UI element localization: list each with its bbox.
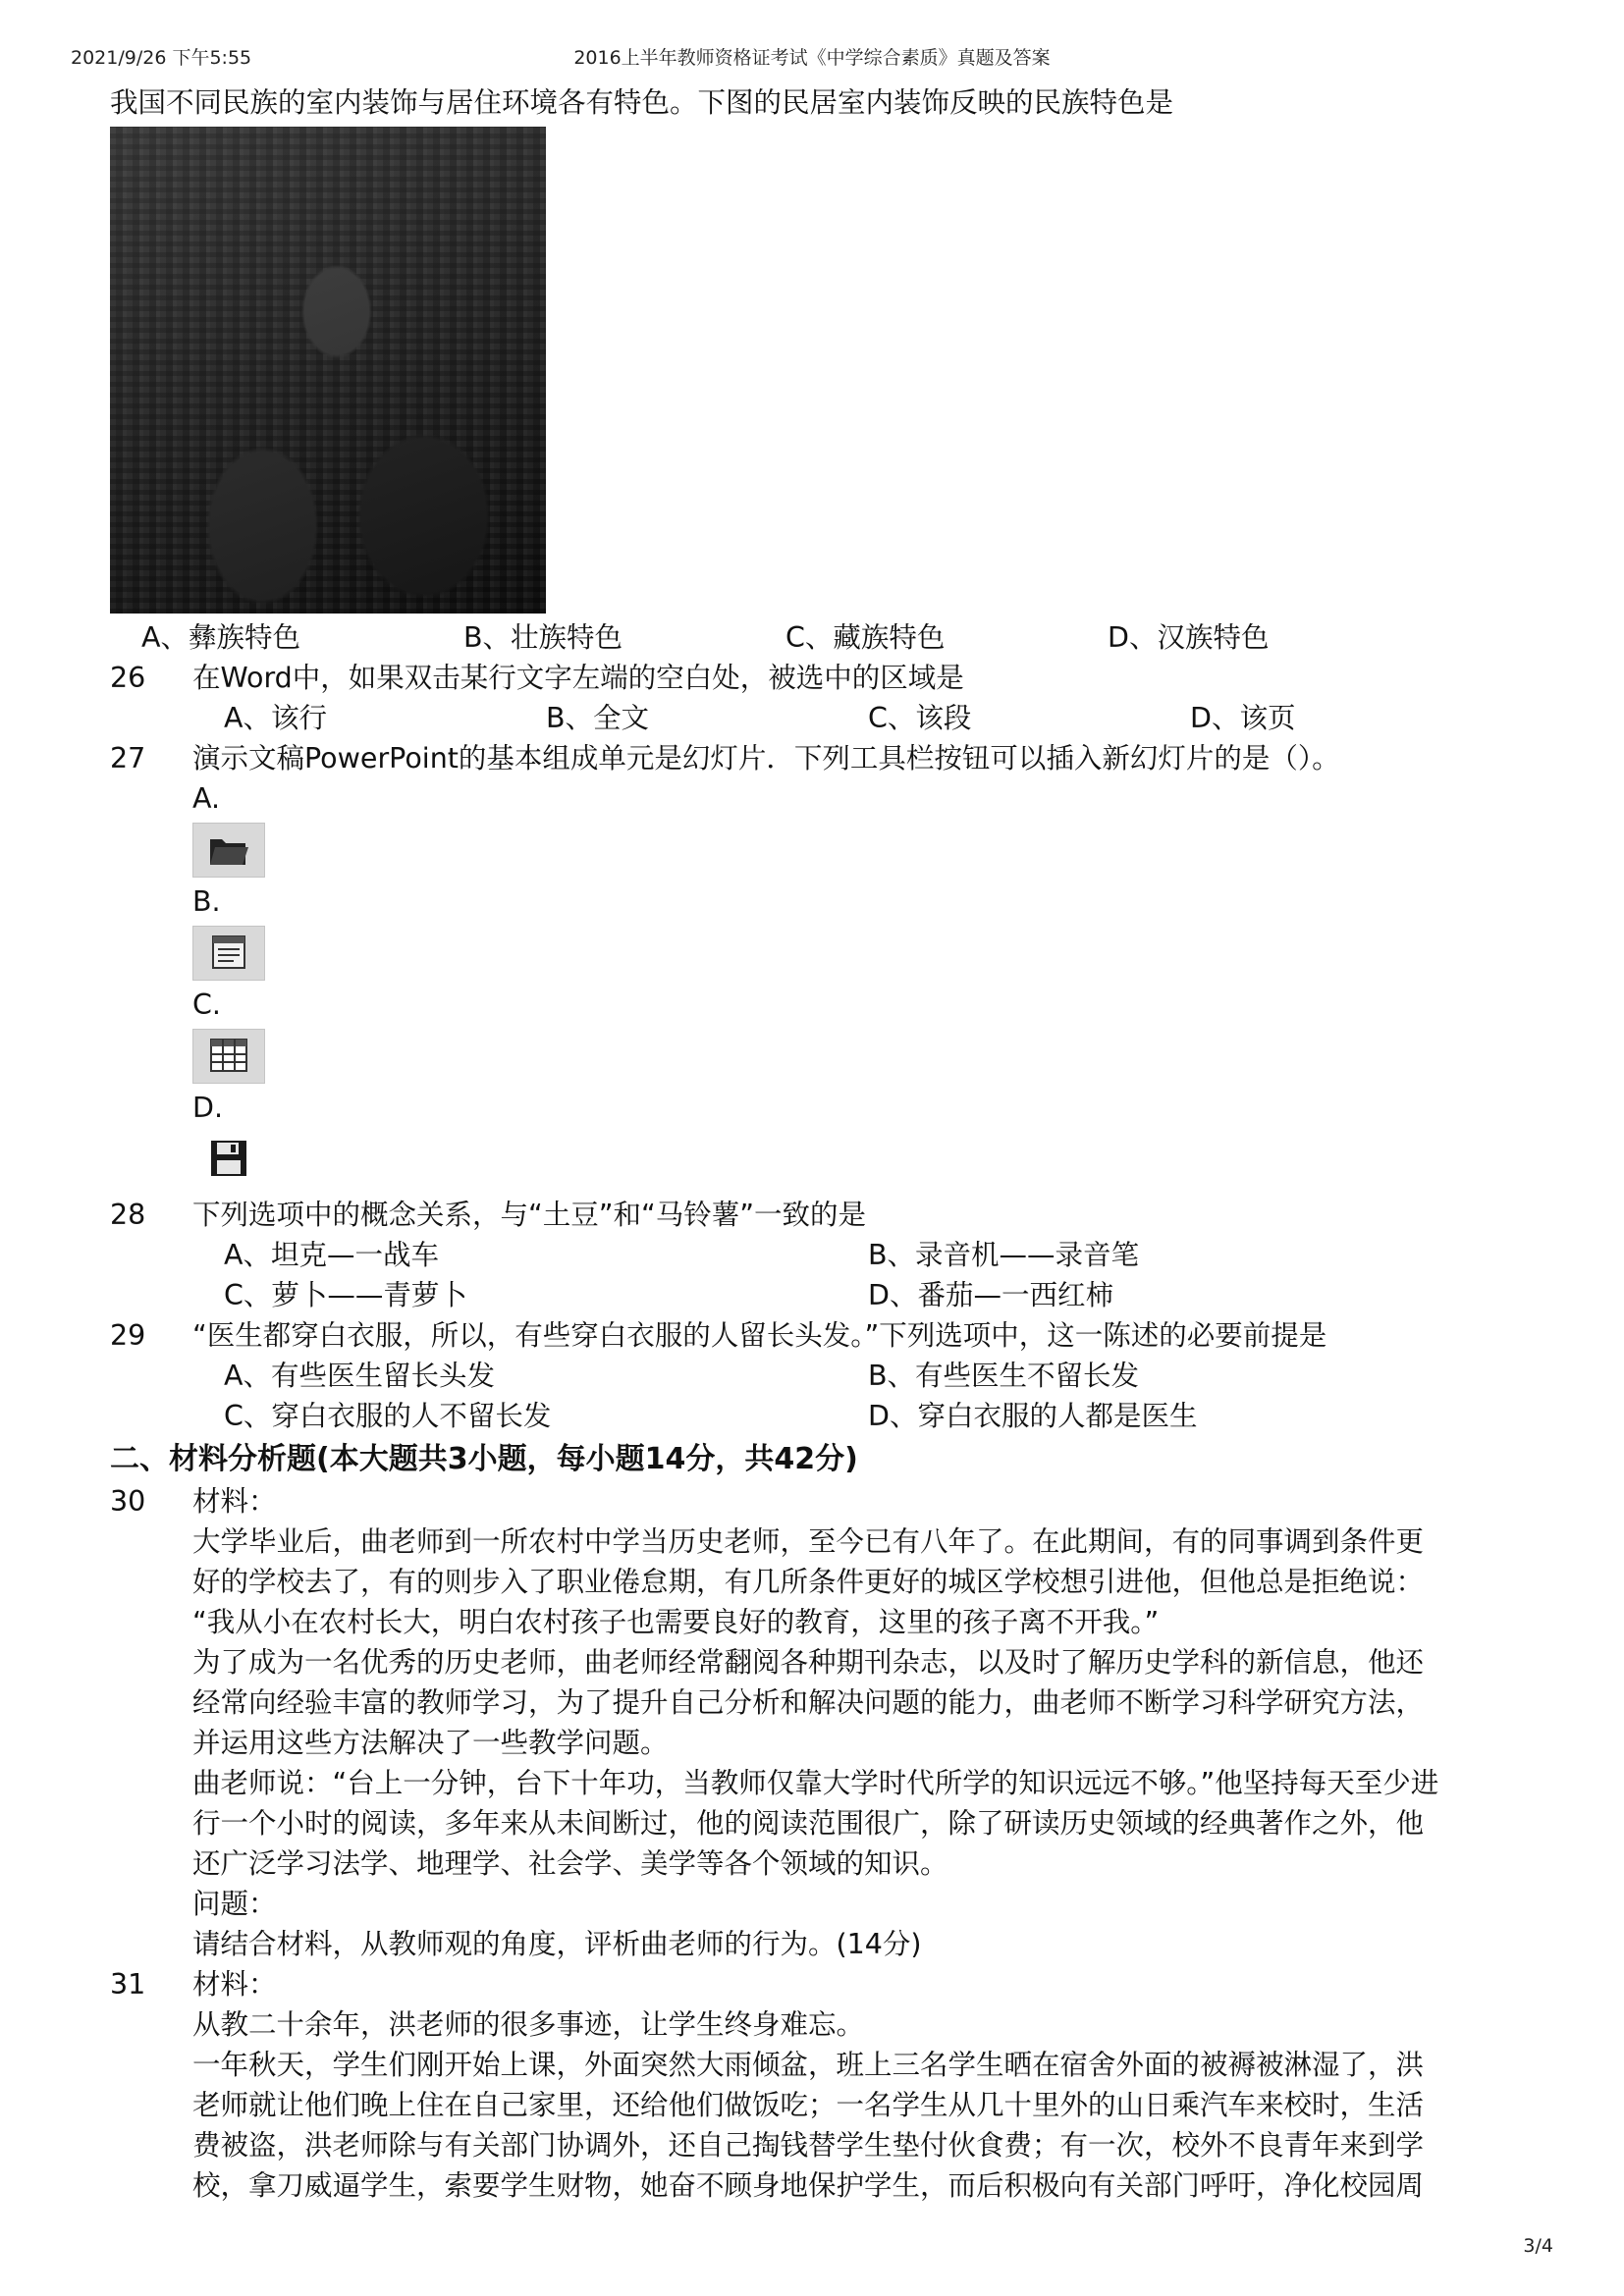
- q25-stem: 我国不同民族的室内装饰与居住环境各有特色。下图的民居室内装饰反映的民族特色是: [110, 86, 1174, 119]
- q27-option-d-label: D.: [192, 1092, 224, 1124]
- q26-option-b: B、全文: [546, 702, 650, 734]
- q30-material-line: 好的学校去了，有的则步入了职业倦怠期，有几所条件更好的城区学校想引进他，但他总是拒绝说：: [192, 1566, 1425, 1598]
- q30-material-line: 还广泛学习法学、地理学、社会学、美学等各个领域的知识。: [192, 1847, 948, 1880]
- q28-option-a: A、坦克—一战车: [224, 1239, 439, 1271]
- q28-options-row1: [110, 1235, 1504, 1275]
- q27-option-a-label: A.: [192, 782, 221, 815]
- new-slide-icon: [192, 926, 265, 981]
- q31-material-line: 老师就让他们晚上住在自己家里，还给他们做饭吃；一名学生从几十里外的山日乘汽车来校时，生活: [192, 2089, 1425, 2121]
- q30-material-line: “我从小在农村长大，明白农村孩子也需要良好的教育，这里的孩子离不开我。”: [192, 1606, 1160, 1638]
- q31-material-line: 校，拿刀威逼学生，索要学生财物，她奋不顾身地保护学生，而后积极向有关部门呼吁，净化校园周: [192, 2169, 1425, 2202]
- q25-option-a: A、彝族特色: [141, 621, 300, 654]
- q25-options: [110, 617, 1504, 658]
- q30-material-line: 曲老师说：“台上一分钟，台下十年功，当教师仅靠大学时代所学的知识远远不够。”他坚持每天至少进: [192, 1767, 1439, 1799]
- q27: [110, 738, 1504, 778]
- q26-stem: 在Word中，如果双击某行文字左端的空白处，被选中的区域是: [192, 662, 964, 694]
- q29-number: 29: [110, 1319, 146, 1352]
- q26-option-c: C、该段: [868, 702, 972, 734]
- q26-options: [110, 698, 1504, 738]
- exam-content: [110, 82, 1504, 2206]
- q29-option-c: C、穿白衣服的人不留长发: [224, 1400, 552, 1432]
- q26-number: 26: [110, 662, 146, 694]
- q25-option-b: B、壮族特色: [463, 621, 623, 654]
- interior-decoration-photo: [110, 127, 546, 614]
- q28: [110, 1195, 1504, 1235]
- q28-option-c: C、萝卜——青萝卜: [224, 1279, 467, 1311]
- table-icon: [192, 1029, 265, 1084]
- q29-options-row2: [110, 1396, 1504, 1436]
- q27-option-b-label: B.: [192, 885, 221, 918]
- q31-material-line: 费被盗，洪老师除与有关部门协调外，还自己掏钱替学生垫付伙食费；有一次，校外不良青年来到学: [192, 2129, 1425, 2162]
- q26: [110, 658, 1504, 698]
- q28-option-b: B、录音机——录音笔: [868, 1239, 1140, 1271]
- q30-number: 30: [110, 1485, 146, 1518]
- q28-number: 28: [110, 1199, 146, 1231]
- q30-question: 请结合材料，从教师观的角度，评析曲老师的行为。(14分): [192, 1928, 922, 1960]
- print-header: [71, 43, 1553, 69]
- q26-option-a: A、该行: [224, 702, 327, 734]
- q31-material-line: 从教二十余年，洪老师的很多事迹，让学生终身难忘。: [192, 2008, 865, 2041]
- q29-option-a: A、有些医生留长头发: [224, 1360, 495, 1392]
- q25-option-c: C、藏族特色: [785, 621, 946, 654]
- q30-material-line: 大学毕业后，曲老师到一所农村中学当历史老师，至今已有八年了。在此期间，有的同事调到条件更: [192, 1525, 1425, 1558]
- q30-material-line: 经常向经验丰富的教师学习，为了提升自己分析和解决问题的能力，曲老师不断学习科学研究方法，: [192, 1686, 1425, 1719]
- q30-material-line: 行一个小时的阅读，多年来从未间断过，他的阅读范围很广，除了研读历史领域的经典著作之外，他: [192, 1807, 1425, 1840]
- q29-option-b: B、有些医生不留长发: [868, 1360, 1140, 1392]
- q30-material-line: 为了成为一名优秀的历史老师，曲老师经常翻阅各种期刊杂志，以及时了解历史学科的新信息，他还: [192, 1646, 1425, 1679]
- save-disk-icon: [192, 1132, 265, 1187]
- q30-question-label: 问题：: [192, 1888, 277, 1920]
- q30-material-line: 并运用这些方法解决了一些教学问题。: [192, 1727, 669, 1759]
- q26-option-d: D、该页: [1190, 702, 1296, 734]
- q29-options-row1: [110, 1356, 1504, 1396]
- q29: [110, 1315, 1504, 1356]
- q31-material-label: 材料：: [192, 1968, 277, 2001]
- section-2-title: 二、材料分析题(本大题共3小题，每小题14分，共42分): [110, 1442, 858, 1476]
- q28-option-d: D、番茄—一西红柿: [868, 1279, 1113, 1311]
- q28-options-row2: [110, 1275, 1504, 1315]
- q25-option-d: D、汉族特色: [1108, 621, 1270, 654]
- q29-option-d: D、穿白衣服的人都是医生: [868, 1400, 1198, 1432]
- open-folder-icon: [192, 823, 265, 878]
- print-date: 2021/9/26 下午5:55: [71, 47, 252, 69]
- document-title: 2016上半年教师资格证考试《中学综合素质》真题及答案: [573, 47, 1051, 69]
- q28-stem: 下列选项中的概念关系，与“土豆”和“马铃薯”一致的是: [192, 1199, 867, 1231]
- page-number: 3/4: [1523, 2235, 1553, 2257]
- q27-number: 27: [110, 742, 146, 774]
- q27-stem: 演示文稿PowerPoint的基本组成单元是幻灯片．下列工具栏按钮可以插入新幻灯片的是（）。: [192, 742, 1340, 774]
- q27-option-c-label: C.: [192, 988, 221, 1021]
- q29-stem: “医生都穿白衣服，所以，有些穿白衣服的人留长头发。”下列选项中，这一陈述的必要前提是: [192, 1319, 1327, 1352]
- q31-material-line: 一年秋天，学生们刚开始上课，外面突然大雨倾盆，班上三名学生晒在宿舍外面的被褥被淋湿了，洪: [192, 2049, 1425, 2081]
- q30: [110, 1481, 1504, 1522]
- q31-number: 31: [110, 1968, 146, 2001]
- q30-material-label: 材料：: [192, 1485, 277, 1518]
- q31: [110, 1964, 1504, 2004]
